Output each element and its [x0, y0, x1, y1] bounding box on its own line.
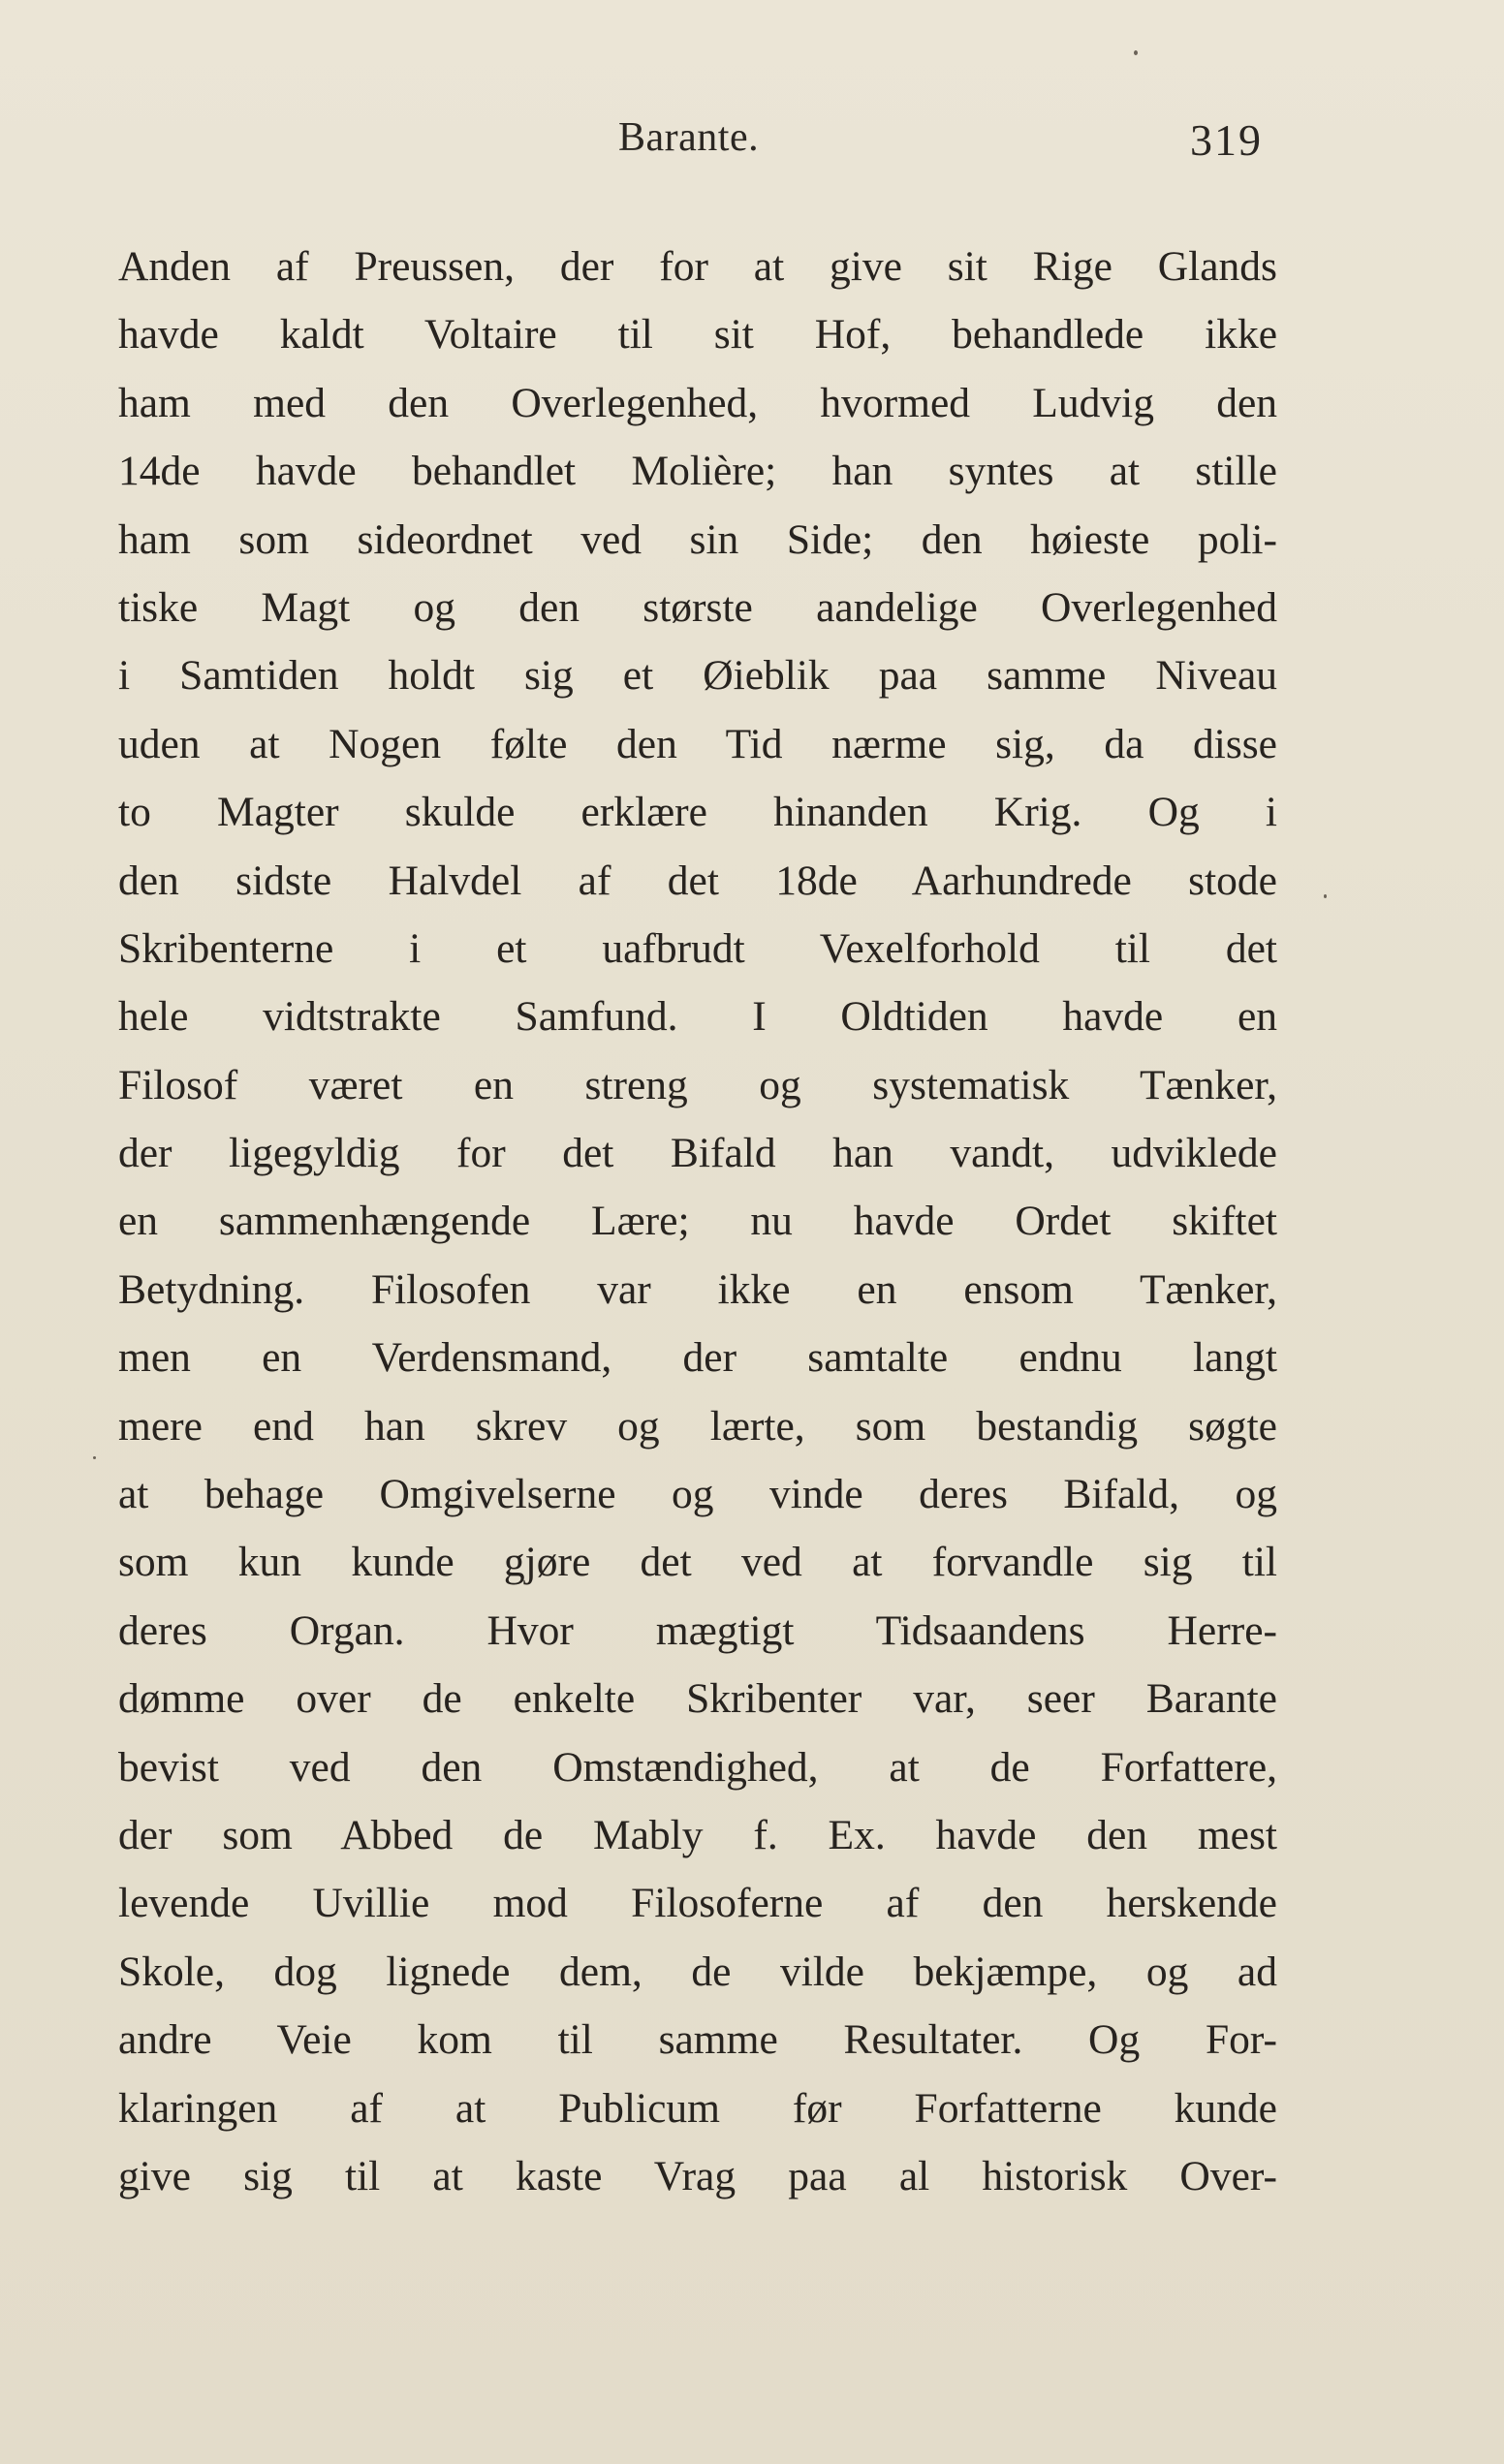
- text-line: Skole, dog lignede dem, de vilde bekjæmpe, og ad: [118, 1948, 1277, 1995]
- text-line: Filosof været en streng og systematisk Tænker,: [118, 1061, 1277, 1108]
- text-line: klaringen af at Publicum før Forfatterne kunde: [118, 2084, 1277, 2132]
- text-line: havde kaldt Voltaire til sit Hof, behandlede ikke: [118, 311, 1277, 359]
- text-line: Betydning. Filosofen var ikke en ensom Tænker,: [118, 1265, 1277, 1313]
- running-title: Barante.: [618, 115, 760, 160]
- text-line: der ligegyldig for det Bifald han vandt, udviklede: [118, 1130, 1277, 1177]
- text-line: deres Organ. Hvor mægtigt Tidsaandens Herre-: [118, 1606, 1277, 1654]
- print-speck: [1324, 894, 1327, 898]
- text-line: men en Verdensmand, der samtalte endnu langt: [118, 1334, 1277, 1382]
- running-header: [0, 114, 1504, 182]
- print-speck: [93, 1456, 96, 1459]
- text-line: ham med den Overlegenhed, hvormed Ludvig den: [118, 379, 1277, 426]
- print-speck: [1134, 50, 1138, 55]
- body-text: [118, 233, 1277, 2210]
- text-line: Anden af Preussen, der for at give sit Rige Glands: [118, 243, 1277, 290]
- text-line: mere end han skrev og lærte, som bestandig søgte: [118, 1402, 1277, 1450]
- text-line: andre Veie kom til samme Resultater. Og For-: [118, 2016, 1277, 2064]
- text-line: en sammenhængende Lære; nu havde Ordet skiftet: [118, 1198, 1277, 1245]
- text-line: den sidste Halvdel af det 18de Aarhundrede stode: [118, 857, 1277, 904]
- text-line: uden at Nogen følte den Tid nærme sig, da disse: [118, 720, 1277, 767]
- text-line: tiske Magt og den største aandelige Overlegenhed: [118, 583, 1277, 631]
- text-line: bevist ved den Omstændighed, at de Forfattere,: [118, 1743, 1277, 1791]
- text-line: at behage Omgivelserne og vinde deres Bifald, og: [118, 1471, 1277, 1518]
- text-line: i Samtiden holdt sig et Øieblik paa samme Niveau: [118, 652, 1277, 700]
- text-line: 14de havde behandlet Molière; han syntes at stille: [118, 448, 1277, 495]
- text-line: dømme over de enkelte Skribenter var, seer Barante: [118, 1675, 1277, 1723]
- text-line: som kun kunde gjøre det ved at forvandle sig til: [118, 1539, 1277, 1586]
- text-line: to Magter skulde erklære hinanden Krig. Og i: [118, 789, 1277, 836]
- text-line: ham som sideordnet ved sin Side; den høieste poli-: [118, 515, 1277, 563]
- text-line: der som Abbed de Mably f. Ex. havde den mest: [118, 1811, 1277, 1858]
- text-line: Skribenterne i et uafbrudt Vexelforhold til det: [118, 924, 1277, 972]
- page-number: 319: [1190, 115, 1263, 165]
- text-line: levende Uvillie mod Filosoferne af den herskende: [118, 1880, 1277, 1927]
- text-line: give sig til at kaste Vrag paa al historisk Over-: [118, 2152, 1277, 2199]
- text-line: hele vidtstrakte Samfund. I Oldtiden havde en: [118, 993, 1277, 1041]
